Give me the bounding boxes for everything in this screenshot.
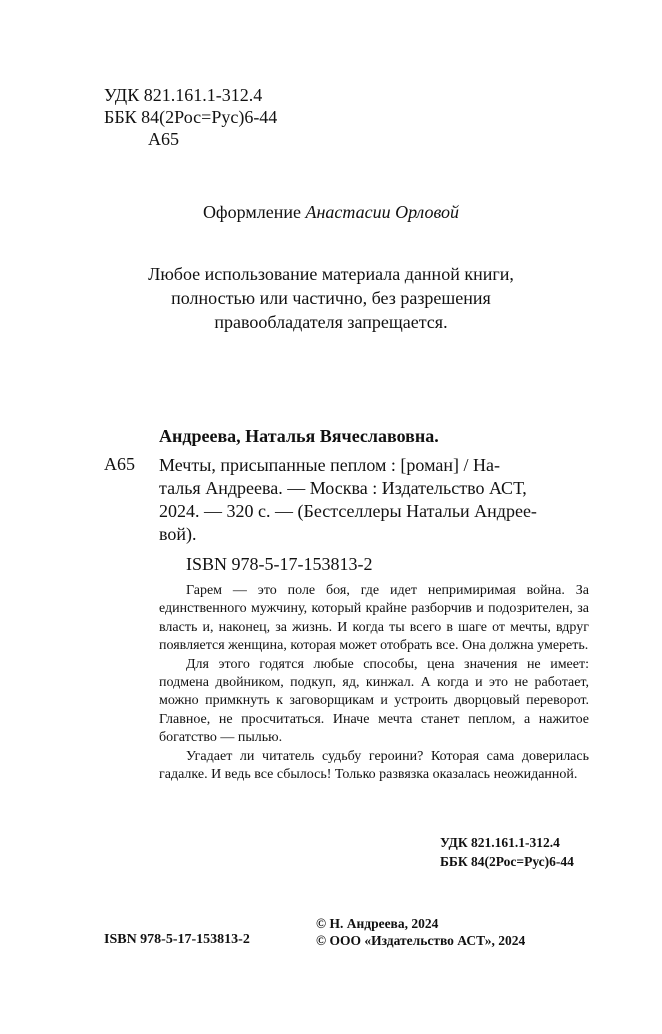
annotation-paragraph: Для этого годятся любые способы, цена значения не имеет: подмена двойником, подкуп, яд, кинжал. А когда и это не работает, можно примкнуть к заговорщикам и устроить дворцовый переворот. Главное, не просчитаться. Иначе мечта станет пеплом, а нажитое богатство — пылью. [159, 656, 589, 746]
catalog-description [159, 454, 584, 546]
bbk-code: ББК 84(2Рос=Рус)6-44 [104, 107, 278, 127]
footer-bbk: ББК 84(2Рос=Рус)6-44 [440, 854, 574, 869]
catalog-index: А65 [104, 454, 135, 474]
rights-line: Любое использование материала данной книги, [148, 264, 514, 284]
rights-line: правообладателя запрещается. [214, 312, 448, 332]
copyright-author: © Н. Андреева, 2024 [316, 916, 439, 931]
udk-code: УДК 821.161.1-312.4 [104, 85, 263, 105]
copyright-publisher: © ООО «Издательство АСТ», 2024 [316, 933, 526, 948]
catalog-isbn: ISBN 978-5-17-153813-2 [186, 554, 373, 574]
catalog-author: Андреева, Наталья Вячеславовна. [159, 426, 439, 446]
catalog-line: вой). [159, 524, 197, 544]
footer-isbn: ISBN 978-5-17-153813-2 [104, 932, 250, 947]
rights-line: полностью или частично, без разрешения [171, 288, 491, 308]
footer-codes [440, 833, 574, 871]
footer-udk: УДК 821.161.1-312.4 [440, 835, 560, 850]
author-sign: А65 [148, 129, 179, 149]
copyright-block [316, 915, 525, 949]
annotation [159, 582, 589, 784]
rights-notice [0, 262, 662, 334]
designer-name: Анастасии Орловой [305, 202, 460, 222]
annotation-paragraph: Угадает ли читатель судьбу героини? Которая сама доверилась гадалке. И ведь все сбылось! Только развязка оказалась неожиданной. [159, 748, 589, 783]
catalog-line: Мечты, присыпанные пеплом : [роман] / На- [159, 455, 500, 475]
catalog-line: 2024. — 320 с. — (Бестселлеры Натальи Андрее- [159, 501, 537, 521]
design-prefix: Оформление [202, 202, 301, 222]
catalog-line: талья Андреева. — Москва : Издательство АСТ, [159, 478, 527, 498]
annotation-paragraph: Гарем — это поле боя, где идет непримиримая война. За единственного мужчину, который крайне разборчив и подозрителен, за власть и, наконец, за жизнь. И когда ты всего в шаге от мечты, вдруг появляется женщина, которая может отобрать все. Она должна умереть. [159, 583, 589, 654]
classification-codes [104, 84, 277, 150]
design-credit [0, 202, 662, 223]
